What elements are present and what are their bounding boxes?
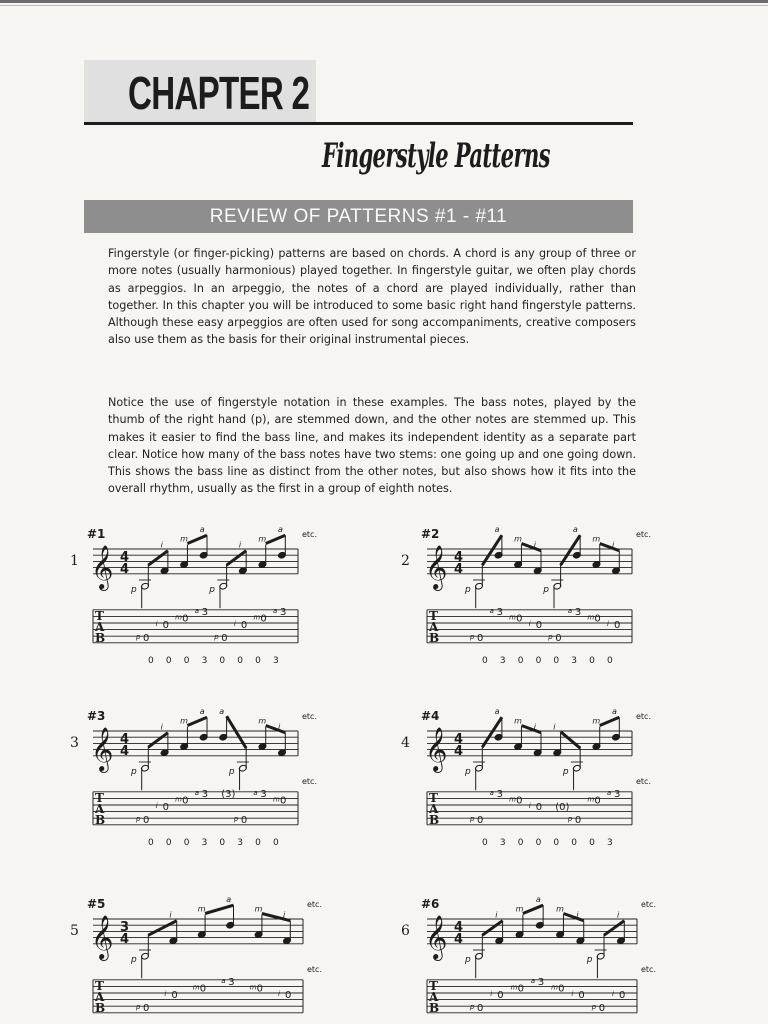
fret-number: 0 — [148, 655, 154, 666]
tab-fret-number: 0 — [256, 983, 263, 995]
tab-fret-number: 0 — [240, 620, 248, 631]
pattern-label: #1 — [87, 527, 106, 541]
note-beam — [148, 733, 168, 748]
finger-label: i — [160, 722, 163, 732]
tab-finger-label: m — [509, 613, 516, 622]
time-signature-top: 4 — [454, 920, 464, 935]
finger-label: a — [219, 707, 225, 717]
finger-label: a — [199, 707, 205, 717]
note-beam — [604, 921, 624, 936]
tab-finger-label: a — [489, 788, 494, 797]
notation-paragraph: Notice the use of fingerstyle notation in these examples. The bass notes, played by the thumb of the right hand (p), are stemmed down, and the other notes are stemmed up. This makes it easier to find the bass line, and makes its independent identity as a separate part clear. Notice how many of the bass notes have two stems: one going up and one going down. This shows the bass line as distinct from the other notes, but also shows how it fits into the overall rhythm, usually as the first in a group of eighth notes. — [108, 396, 636, 496]
line-number: 2 — [401, 553, 410, 569]
tab-fret-number: 0 — [535, 620, 543, 631]
line-number: 1 — [70, 553, 79, 569]
tab-fret-number: 3 — [260, 788, 267, 800]
tab-finger-label: m — [587, 795, 595, 804]
music-examples — [0, 500, 768, 1024]
finger-label: m — [514, 534, 522, 544]
line-number: 5 — [70, 923, 79, 939]
treble-clef-icon: 𝄞 — [91, 914, 114, 959]
note-beam — [482, 921, 502, 936]
tab-fret-number: 0 — [555, 633, 562, 645]
fret-number: 3 — [201, 837, 208, 848]
tab-finger-label: m — [253, 613, 261, 622]
time-signature-bottom: 4 — [120, 744, 130, 759]
finger-label: a — [226, 895, 232, 905]
time-signature-bottom: 4 — [454, 744, 464, 759]
fret-number: 0 — [219, 837, 226, 848]
tab-fret-number: 0 — [143, 633, 150, 645]
pattern-label: #5 — [87, 897, 106, 911]
time-signature-bottom: 4 — [454, 932, 464, 947]
chapter-title: Fingerstyle Patterns — [322, 136, 550, 176]
finger-label: p — [465, 585, 471, 596]
tab-finger-label: a — [273, 606, 278, 615]
pattern-label: #3 — [87, 709, 106, 723]
fret-number-row — [482, 656, 613, 666]
tab-fret-number: 0 — [280, 795, 287, 807]
fret-number: 0 — [553, 655, 560, 666]
tab-clef-letter: A — [95, 801, 105, 816]
note-beam — [563, 914, 583, 921]
tab-fret-number: (0) — [555, 802, 570, 813]
finger-label: i — [283, 910, 286, 920]
tab-finger-label: i — [278, 990, 280, 998]
finger-label: m — [514, 716, 522, 726]
fret-number: 0 — [607, 655, 613, 666]
tab-clef-letter: T — [95, 978, 104, 993]
fret-number: 3 — [201, 655, 208, 666]
tab-finger-label: i — [571, 990, 574, 998]
finger-label: a — [494, 525, 500, 535]
note-beam — [600, 544, 620, 551]
tab-finger-label: i — [233, 620, 236, 628]
note-beam — [561, 732, 581, 749]
tab-fret-number: 0 — [517, 983, 524, 995]
tab-fret-number: 0 — [594, 795, 601, 807]
tab-finger-label: p — [233, 815, 239, 824]
finger-label: i — [169, 910, 172, 920]
fret-number: 0 — [482, 837, 488, 848]
finger-label: i — [278, 722, 281, 732]
page-top-edge — [0, 0, 768, 3]
tab-clef-letter: B — [95, 1000, 106, 1015]
finger-label: a — [494, 707, 500, 717]
finger-label: a — [199, 525, 205, 535]
tab-clef-letter: B — [429, 630, 440, 645]
tab-finger-label: a — [567, 606, 573, 615]
fret-number: 3 — [499, 655, 506, 666]
time-signature-bottom: 4 — [120, 562, 130, 577]
tab-finger-label: a — [194, 606, 200, 615]
finger-label: a — [535, 895, 541, 905]
tab-finger-label: i — [164, 990, 167, 998]
tab-finger-label: i — [612, 990, 614, 998]
finger-label: m — [592, 534, 601, 544]
tab-finger-label: i — [490, 990, 493, 998]
fret-number: 3 — [273, 655, 279, 666]
time-signature-top: 4 — [120, 732, 130, 747]
finger-label: p — [543, 585, 550, 596]
fret-number: 0 — [553, 837, 560, 848]
tab-fret-number: 0 — [171, 990, 178, 1001]
tab-finger-label: m — [192, 983, 200, 992]
note-beam — [521, 544, 541, 551]
fret-number: 0 — [165, 655, 172, 666]
tab-fret-number: 3 — [201, 788, 209, 800]
finger-label: p — [131, 767, 137, 778]
fret-number: 0 — [535, 655, 542, 666]
tab-clef-letter: B — [95, 630, 106, 645]
tab-finger-label: p — [591, 1003, 597, 1012]
note-beam — [205, 905, 233, 913]
time-signature-bottom: 4 — [454, 562, 464, 577]
finger-label: i — [617, 910, 620, 920]
finger-label: m — [180, 716, 188, 726]
fret-number-row — [148, 656, 279, 666]
tab-fret-number: 0 — [162, 620, 169, 631]
fret-number: 0 — [255, 837, 261, 848]
fret-number: 0 — [183, 837, 190, 848]
tab-fret-number: 0 — [143, 815, 150, 827]
pattern-label: #4 — [421, 709, 440, 723]
tab-fret-number: 0 — [516, 795, 523, 807]
example-3 — [70, 707, 317, 848]
tab-fret-number: 3 — [201, 606, 209, 618]
tab-fret-number: 0 — [182, 795, 189, 807]
finger-label: a — [572, 525, 578, 535]
etc-label: etc. — [641, 900, 656, 909]
tab-fret-number: 0 — [594, 613, 601, 625]
tab-finger-label: a — [194, 788, 200, 797]
tab-finger-label: m — [175, 613, 182, 622]
etc-label: etc. — [636, 530, 651, 539]
fret-number: 0 — [482, 655, 488, 666]
line-number: 3 — [70, 735, 79, 751]
fret-number: 3 — [237, 837, 244, 848]
intro-paragraph: Fingerstyle (or finger-picking) patterns are based on chords. A chord is any group of three or more notes (usually harmonious) played together. In fingerstyle guitar, we often play chords as arpeggios. In an arpeggio, the notes of a chord are played individually, rather than together. In this chapter you will be introduced to some basic right hand fingerstyle patterns. Although these easy arpeggios are often used for song accompaniments, creative composers also use them as the basis for their original instrumental pieces. — [108, 247, 636, 347]
finger-label: m — [197, 904, 206, 914]
fret-number: 0 — [571, 837, 578, 848]
finger-label: p — [228, 767, 235, 778]
tab-fret-number: 0 — [614, 620, 621, 631]
fret-number: 0 — [255, 655, 261, 666]
finger-label: m — [258, 534, 267, 544]
treble-clef-icon: 𝄞 — [425, 914, 448, 959]
tab-finger-label: a — [607, 788, 612, 797]
section-banner: REVIEW OF PATTERNS #1 - #11 — [84, 200, 633, 233]
tab-fret-number: 3 — [614, 788, 621, 800]
tab-fret-number: 0 — [285, 990, 292, 1001]
time-signature-bottom: 4 — [120, 932, 130, 947]
pattern-label: #2 — [421, 527, 440, 541]
note-beam — [266, 726, 286, 733]
etc-label: etc. — [302, 530, 317, 539]
note-beam — [187, 535, 207, 543]
tab-fret-number: 0 — [578, 990, 585, 1001]
tab-finger-label: m — [510, 983, 518, 992]
finger-label: p — [562, 767, 569, 778]
fret-number: 0 — [237, 655, 244, 666]
fret-number: 0 — [165, 837, 172, 848]
fret-number: 0 — [589, 837, 595, 848]
example-5 — [70, 895, 322, 1015]
chapter-label: CHAPTER 2 — [128, 67, 310, 119]
note-beam — [187, 717, 207, 725]
treble-clef-icon: 𝄞 — [91, 726, 114, 771]
finger-label: i — [533, 540, 536, 550]
tab-fret-number: 0 — [240, 815, 248, 827]
finger-label: p — [209, 585, 216, 596]
tab-clef-letter: A — [429, 619, 439, 634]
tab-clef-letter: A — [429, 989, 439, 1004]
finger-label: p — [586, 955, 593, 966]
tab-fret-number: 0 — [477, 633, 484, 645]
etc-label: etc. — [307, 900, 322, 909]
treble-clef-icon: 𝄞 — [91, 544, 114, 589]
tab-finger-label: m — [249, 983, 257, 992]
fret-number: 3 — [571, 655, 578, 666]
tab-finger-label: i — [607, 620, 609, 628]
note-beam — [561, 535, 581, 565]
tab-finger-label: p — [214, 633, 219, 642]
tab-fret-number: 3 — [496, 788, 503, 800]
line-number: 4 — [401, 735, 410, 751]
note-beam — [148, 551, 168, 566]
finger-label: i — [612, 540, 615, 550]
tab-finger-label: a — [253, 788, 258, 797]
tab-finger-label: p — [470, 633, 475, 642]
fret-number: 0 — [517, 837, 524, 848]
tab-finger-label: p — [470, 815, 475, 824]
time-signature-top: 4 — [120, 550, 130, 565]
finger-label: p — [465, 955, 471, 966]
finger-label: m — [515, 904, 524, 914]
tab-etc-label: etc. — [307, 964, 322, 974]
fret-number: 0 — [535, 837, 542, 848]
fret-number-row — [482, 838, 613, 848]
tab-fret-number: 0 — [162, 802, 169, 813]
tab-finger-label: p — [136, 633, 141, 642]
note-beam — [227, 551, 247, 566]
finger-label: i — [160, 540, 163, 550]
note-beam — [266, 535, 286, 543]
time-signature-top: 4 — [454, 550, 464, 565]
finger-label: m — [180, 534, 188, 544]
fret-number-row — [148, 838, 279, 848]
finger-label: a — [278, 525, 283, 535]
example-6 — [401, 895, 656, 1015]
finger-label: m — [556, 904, 564, 914]
finger-label: p — [465, 767, 471, 778]
tab-fret-number: 3 — [537, 976, 545, 988]
tab-finger-label: p — [567, 815, 573, 824]
tab-fret-number: 3 — [496, 606, 503, 618]
finger-label: i — [576, 910, 579, 920]
fret-number: 0 — [219, 655, 226, 666]
tab-fret-number: 0 — [182, 613, 189, 625]
finger-label: i — [495, 910, 498, 920]
example-2 — [401, 525, 651, 666]
tab-finger-label: m — [509, 795, 516, 804]
tab-finger-label: a — [489, 606, 494, 615]
tab-clef-letter: T — [429, 978, 438, 993]
note-beam — [262, 914, 290, 921]
tab-finger-label: p — [136, 815, 141, 824]
finger-label: a — [612, 707, 617, 717]
tab-fret-number: 3 — [280, 606, 287, 618]
tab-etc-label: etc. — [302, 776, 317, 786]
tab-fret-number: 0 — [535, 802, 543, 813]
tab-finger-label: a — [530, 976, 536, 985]
finger-label: i — [533, 722, 536, 732]
tab-finger-label: a — [221, 976, 226, 985]
time-signature-top: 4 — [454, 732, 464, 747]
chapter-rule — [84, 122, 633, 125]
tab-fret-number: 0 — [221, 633, 228, 645]
tab-clef-letter: T — [95, 608, 104, 623]
tab-clef-letter: T — [429, 608, 438, 623]
fret-number: 3 — [607, 837, 613, 848]
pattern-label: #6 — [421, 897, 440, 911]
tab-etc-label: etc. — [636, 776, 651, 786]
tab-fret-number: 0 — [477, 1003, 484, 1015]
tab-finger-label: p — [136, 1003, 141, 1012]
tab-clef-letter: T — [429, 790, 438, 805]
tab-finger-label: i — [155, 802, 158, 810]
note-beam — [482, 535, 502, 565]
tab-clef-letter: T — [95, 790, 104, 805]
tab-finger-label: i — [528, 620, 531, 628]
tab-clef-letter: A — [95, 989, 105, 1004]
tab-fret-number: (3) — [221, 788, 236, 800]
example-4 — [401, 707, 651, 848]
treble-clef-icon: 𝄞 — [425, 544, 448, 589]
fret-number: 3 — [499, 837, 506, 848]
example-1 — [70, 525, 317, 666]
note-beam — [148, 921, 176, 936]
fret-number: 0 — [589, 655, 595, 666]
tab-fret-number: 3 — [574, 606, 582, 618]
tab-fret-number: 3 — [228, 976, 235, 988]
tab-fret-number: 0 — [199, 983, 207, 995]
tab-finger-label: i — [155, 620, 158, 628]
fret-number: 0 — [183, 655, 190, 666]
line-number: 6 — [401, 923, 410, 939]
tab-clef-letter: A — [429, 801, 439, 816]
treble-clef-icon: 𝄞 — [425, 726, 448, 771]
tab-etc-label: etc. — [641, 964, 656, 974]
note-beam — [521, 726, 541, 733]
time-signature-top: 3 — [120, 920, 130, 935]
finger-label: p — [131, 955, 137, 966]
tab-fret-number: 0 — [143, 1003, 150, 1015]
finger-label: m — [592, 716, 601, 726]
tab-clef-letter: B — [95, 812, 106, 827]
note-beam — [600, 717, 620, 725]
note-beam — [482, 717, 502, 747]
tab-fret-number: 0 — [477, 815, 484, 827]
page-top-edge-shadow — [0, 5, 768, 6]
tab-finger-label: m — [273, 795, 280, 804]
tab-finger-label: p — [548, 633, 553, 642]
tab-fret-number: 0 — [619, 990, 626, 1001]
tab-finger-label: i — [528, 802, 531, 810]
finger-label: i — [553, 722, 556, 732]
tab-fret-number: 0 — [598, 1003, 606, 1015]
tab-clef-letter: B — [429, 1000, 440, 1015]
tab-finger-label: m — [175, 795, 182, 804]
note-beam — [523, 905, 543, 913]
finger-label: m — [254, 904, 263, 914]
fret-number: 0 — [148, 837, 154, 848]
tab-fret-number: 0 — [497, 990, 504, 1001]
fret-number: 0 — [517, 655, 524, 666]
tab-fret-number: 0 — [558, 983, 565, 995]
tab-finger-label: m — [587, 613, 595, 622]
fret-number: 0 — [273, 837, 279, 848]
finger-label: m — [258, 716, 267, 726]
finger-label: p — [131, 585, 137, 596]
tab-finger-label: p — [470, 1003, 475, 1012]
tab-fret-number: 0 — [516, 613, 523, 625]
etc-label: etc. — [636, 712, 651, 721]
tab-finger-label: m — [551, 983, 558, 992]
tab-fret-number: 0 — [260, 613, 267, 625]
tab-clef-letter: B — [429, 812, 440, 827]
tab-fret-number: 0 — [574, 815, 582, 827]
etc-label: etc. — [302, 712, 317, 721]
finger-label: i — [238, 540, 242, 550]
tab-clef-letter: A — [95, 619, 105, 634]
